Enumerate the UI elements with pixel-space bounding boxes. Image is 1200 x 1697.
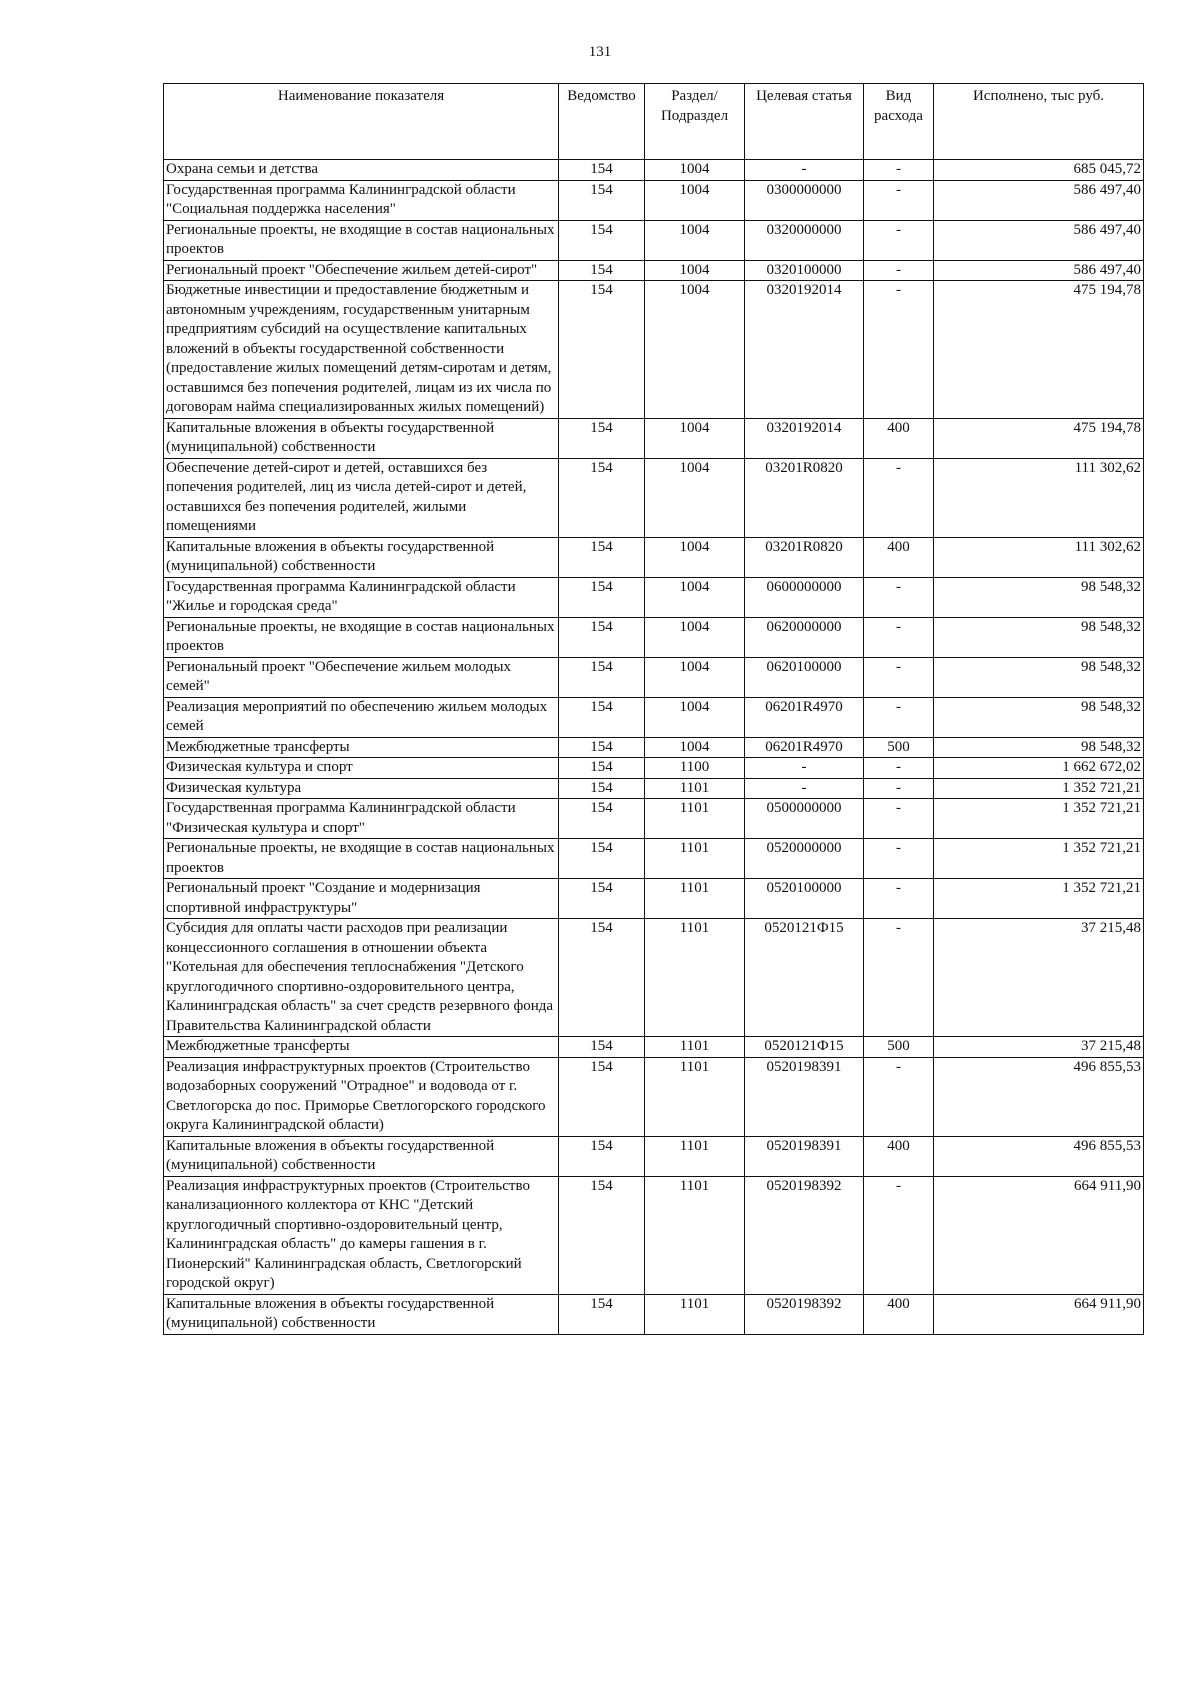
cell-dept: 154 [559, 737, 645, 758]
table-row [164, 418, 1144, 458]
cell-name: Физическая культура [164, 778, 559, 799]
cell-dept: 154 [559, 1136, 645, 1176]
table-row [164, 537, 1144, 577]
table-row [164, 220, 1144, 260]
cell-section: 1004 [645, 260, 745, 281]
cell-target: 06201R4970 [745, 737, 864, 758]
cell-section: 1004 [645, 180, 745, 220]
cell-target: 0620100000 [745, 657, 864, 697]
cell-name: Обеспечение детей-сирот и детей, оставшихся без попечения родителей, лиц из числа детей-сирот и детей, оставшихся без попечения родителей, жилыми помещениями [164, 458, 559, 537]
cell-dept: 154 [559, 577, 645, 617]
cell-section: 1004 [645, 537, 745, 577]
cell-target: 0520198391 [745, 1136, 864, 1176]
cell-kind: - [864, 260, 934, 281]
cell-target: 0520121Ф15 [745, 919, 864, 1037]
cell-dept: 154 [559, 458, 645, 537]
cell-kind: - [864, 799, 934, 839]
table-row [164, 879, 1144, 919]
cell-dept: 154 [559, 220, 645, 260]
cell-done: 37 215,48 [934, 919, 1144, 1037]
cell-dept: 154 [559, 1294, 645, 1334]
table-row [164, 617, 1144, 657]
cell-name: Реализация инфраструктурных проектов (Строительство канализационного коллектора от КНС "Детский круглогодичный спортивно-оздоровительный центр, Калининградская область" до камеры гашения в г. Пионерский" Калининградская область, Светлогорский городской округ) [164, 1176, 559, 1294]
cell-target: 0320192014 [745, 281, 864, 419]
cell-name: Капитальные вложения в объекты государственной (муниципальной) собственности [164, 418, 559, 458]
cell-name: Капитальные вложения в объекты государственной (муниципальной) собственности [164, 1294, 559, 1334]
cell-kind: - [864, 697, 934, 737]
header-dept: Ведомство [559, 84, 645, 160]
cell-dept: 154 [559, 1176, 645, 1294]
cell-target: 0320000000 [745, 220, 864, 260]
cell-name: Реализация инфраструктурных проектов (Строительство водозаборных сооружений "Отрадное" и водовода от г. Светлогорска до пос. Приморье Светлогорского городского округа Калининградской области) [164, 1057, 559, 1136]
cell-kind: - [864, 220, 934, 260]
cell-dept: 154 [559, 160, 645, 181]
cell-done: 475 194,78 [934, 418, 1144, 458]
cell-kind: - [864, 1176, 934, 1294]
cell-name: Реализация мероприятий по обеспечению жильем молодых семей [164, 697, 559, 737]
cell-target: 0600000000 [745, 577, 864, 617]
cell-dept: 154 [559, 697, 645, 737]
cell-section: 1004 [645, 657, 745, 697]
cell-name: Региональный проект "Обеспечение жильем молодых семей" [164, 657, 559, 697]
header-target: Целевая статья [745, 84, 864, 160]
cell-name: Охрана семьи и детства [164, 160, 559, 181]
cell-done: 1 352 721,21 [934, 778, 1144, 799]
cell-section: 1101 [645, 1176, 745, 1294]
table-row [164, 657, 1144, 697]
table-row [164, 737, 1144, 758]
cell-done: 496 855,53 [934, 1057, 1144, 1136]
cell-dept: 154 [559, 778, 645, 799]
cell-done: 111 302,62 [934, 537, 1144, 577]
cell-done: 98 548,32 [934, 577, 1144, 617]
table-row [164, 281, 1144, 419]
cell-name: Региональные проекты, не входящие в состав национальных проектов [164, 839, 559, 879]
table-row [164, 1057, 1144, 1136]
cell-target: 0520198392 [745, 1176, 864, 1294]
cell-section: 1004 [645, 281, 745, 419]
cell-kind: - [864, 657, 934, 697]
cell-name: Государственная программа Калининградской области "Физическая культура и спорт" [164, 799, 559, 839]
cell-target: - [745, 160, 864, 181]
cell-section: 1004 [645, 577, 745, 617]
cell-section: 1101 [645, 799, 745, 839]
cell-section: 1101 [645, 879, 745, 919]
cell-done: 98 548,32 [934, 617, 1144, 657]
cell-done: 685 045,72 [934, 160, 1144, 181]
cell-target: 0520121Ф15 [745, 1037, 864, 1058]
header-section: Раздел/ Подраздел [645, 84, 745, 160]
cell-kind: - [864, 1057, 934, 1136]
cell-kind: - [864, 577, 934, 617]
cell-done: 664 911,90 [934, 1294, 1144, 1334]
cell-target: 03201R0820 [745, 537, 864, 577]
table-row [164, 260, 1144, 281]
header-done: Исполнено, тыс руб. [934, 84, 1144, 160]
cell-name: Межбюджетные трансферты [164, 1037, 559, 1058]
table-row [164, 778, 1144, 799]
cell-target: 0300000000 [745, 180, 864, 220]
header-kind: Вид расхода [864, 84, 934, 160]
cell-done: 1 352 721,21 [934, 879, 1144, 919]
cell-section: 1101 [645, 1136, 745, 1176]
cell-name: Субсидия для оплаты части расходов при реализации концессионного соглашения в отношении объекта "Котельная для обеспечения теплоснабжения "Детского круглогодичного спортивно-оздоровительного центра, Калининградская область" за счет средств резервного фонда Правительства Калининградской области [164, 919, 559, 1037]
cell-done: 98 548,32 [934, 697, 1144, 737]
table-row [164, 160, 1144, 181]
cell-section: 1101 [645, 919, 745, 1037]
cell-done: 496 855,53 [934, 1136, 1144, 1176]
cell-dept: 154 [559, 919, 645, 1037]
page-number: 131 [588, 44, 612, 60]
cell-target: 0520000000 [745, 839, 864, 879]
cell-kind: - [864, 180, 934, 220]
table-row [164, 839, 1144, 879]
cell-section: 1004 [645, 617, 745, 657]
cell-section: 1004 [645, 160, 745, 181]
cell-dept: 154 [559, 879, 645, 919]
cell-kind: 500 [864, 1037, 934, 1058]
cell-name: Государственная программа Калининградской области "Жилье и городская среда" [164, 577, 559, 617]
cell-target: 0320100000 [745, 260, 864, 281]
cell-done: 475 194,78 [934, 281, 1144, 419]
cell-target: 06201R4970 [745, 697, 864, 737]
header-name: Наименование показателя [164, 84, 559, 160]
cell-section: 1101 [645, 1294, 745, 1334]
table-row [164, 1037, 1144, 1058]
cell-kind: - [864, 281, 934, 419]
cell-done: 37 215,48 [934, 1037, 1144, 1058]
cell-done: 98 548,32 [934, 657, 1144, 697]
cell-kind: 400 [864, 537, 934, 577]
cell-done: 586 497,40 [934, 220, 1144, 260]
cell-name: Бюджетные инвестиции и предоставление бюджетным и автономным учреждениям, государственным унитарным предприятиям субсидий на осуществление капитальных вложений в объекты государственной собственности (предоставление жилых помещений детям-сиротам и детям, оставшимся без попечения родителей, лицам из их числа по договорам найма специализированных жилых помещений) [164, 281, 559, 419]
cell-name: Региональные проекты, не входящие в состав национальных проектов [164, 617, 559, 657]
cell-section: 1100 [645, 758, 745, 779]
cell-kind: - [864, 778, 934, 799]
cell-section: 1004 [645, 697, 745, 737]
cell-dept: 154 [559, 537, 645, 577]
cell-section: 1004 [645, 220, 745, 260]
cell-kind: - [864, 879, 934, 919]
cell-section: 1004 [645, 737, 745, 758]
cell-target: 0620000000 [745, 617, 864, 657]
cell-done: 586 497,40 [934, 260, 1144, 281]
cell-kind: - [864, 458, 934, 537]
cell-name: Межбюджетные трансферты [164, 737, 559, 758]
table-row [164, 180, 1144, 220]
cell-dept: 154 [559, 281, 645, 419]
table-header-row [164, 84, 1144, 160]
cell-kind: - [864, 758, 934, 779]
cell-target: - [745, 778, 864, 799]
cell-name: Региональный проект "Создание и модернизация спортивной инфраструктуры" [164, 879, 559, 919]
cell-done: 586 497,40 [934, 180, 1144, 220]
table-row [164, 697, 1144, 737]
table-row [164, 1176, 1144, 1294]
cell-target: 0520100000 [745, 879, 864, 919]
cell-done: 98 548,32 [934, 737, 1144, 758]
cell-name: Региональные проекты, не входящие в состав национальных проектов [164, 220, 559, 260]
cell-kind: - [864, 919, 934, 1037]
cell-kind: 400 [864, 1294, 934, 1334]
cell-target: - [745, 758, 864, 779]
cell-dept: 154 [559, 1057, 645, 1136]
cell-dept: 154 [559, 617, 645, 657]
cell-done: 1 662 672,02 [934, 758, 1144, 779]
cell-name: Физическая культура и спорт [164, 758, 559, 779]
cell-dept: 154 [559, 418, 645, 458]
cell-dept: 154 [559, 1037, 645, 1058]
cell-target: 0500000000 [745, 799, 864, 839]
cell-section: 1004 [645, 458, 745, 537]
cell-target: 0520198391 [745, 1057, 864, 1136]
cell-dept: 154 [559, 180, 645, 220]
cell-dept: 154 [559, 839, 645, 879]
cell-name: Капитальные вложения в объекты государственной (муниципальной) собственности [164, 537, 559, 577]
cell-dept: 154 [559, 799, 645, 839]
cell-kind: 400 [864, 418, 934, 458]
budget-execution-table [163, 83, 1144, 1335]
cell-kind: - [864, 617, 934, 657]
cell-name: Региональный проект "Обеспечение жильем детей-сирот" [164, 260, 559, 281]
cell-section: 1101 [645, 1057, 745, 1136]
table-row [164, 1136, 1144, 1176]
cell-section: 1101 [645, 778, 745, 799]
cell-dept: 154 [559, 260, 645, 281]
cell-kind: 500 [864, 737, 934, 758]
cell-kind: - [864, 839, 934, 879]
cell-done: 1 352 721,21 [934, 839, 1144, 879]
cell-section: 1101 [645, 1037, 745, 1058]
cell-done: 1 352 721,21 [934, 799, 1144, 839]
table-row [164, 758, 1144, 779]
table-row [164, 458, 1144, 537]
cell-target: 0320192014 [745, 418, 864, 458]
table-row [164, 577, 1144, 617]
cell-target: 0520198392 [745, 1294, 864, 1334]
cell-done: 111 302,62 [934, 458, 1144, 537]
cell-kind: 400 [864, 1136, 934, 1176]
cell-target: 03201R0820 [745, 458, 864, 537]
cell-section: 1004 [645, 418, 745, 458]
cell-dept: 154 [559, 758, 645, 779]
cell-done: 664 911,90 [934, 1176, 1144, 1294]
table-row [164, 1294, 1144, 1334]
cell-name: Государственная программа Калининградской области "Социальная поддержка населения" [164, 180, 559, 220]
table-row [164, 919, 1144, 1037]
table-row [164, 799, 1144, 839]
cell-dept: 154 [559, 657, 645, 697]
cell-kind: - [864, 160, 934, 181]
cell-name: Капитальные вложения в объекты государственной (муниципальной) собственности [164, 1136, 559, 1176]
cell-section: 1101 [645, 839, 745, 879]
